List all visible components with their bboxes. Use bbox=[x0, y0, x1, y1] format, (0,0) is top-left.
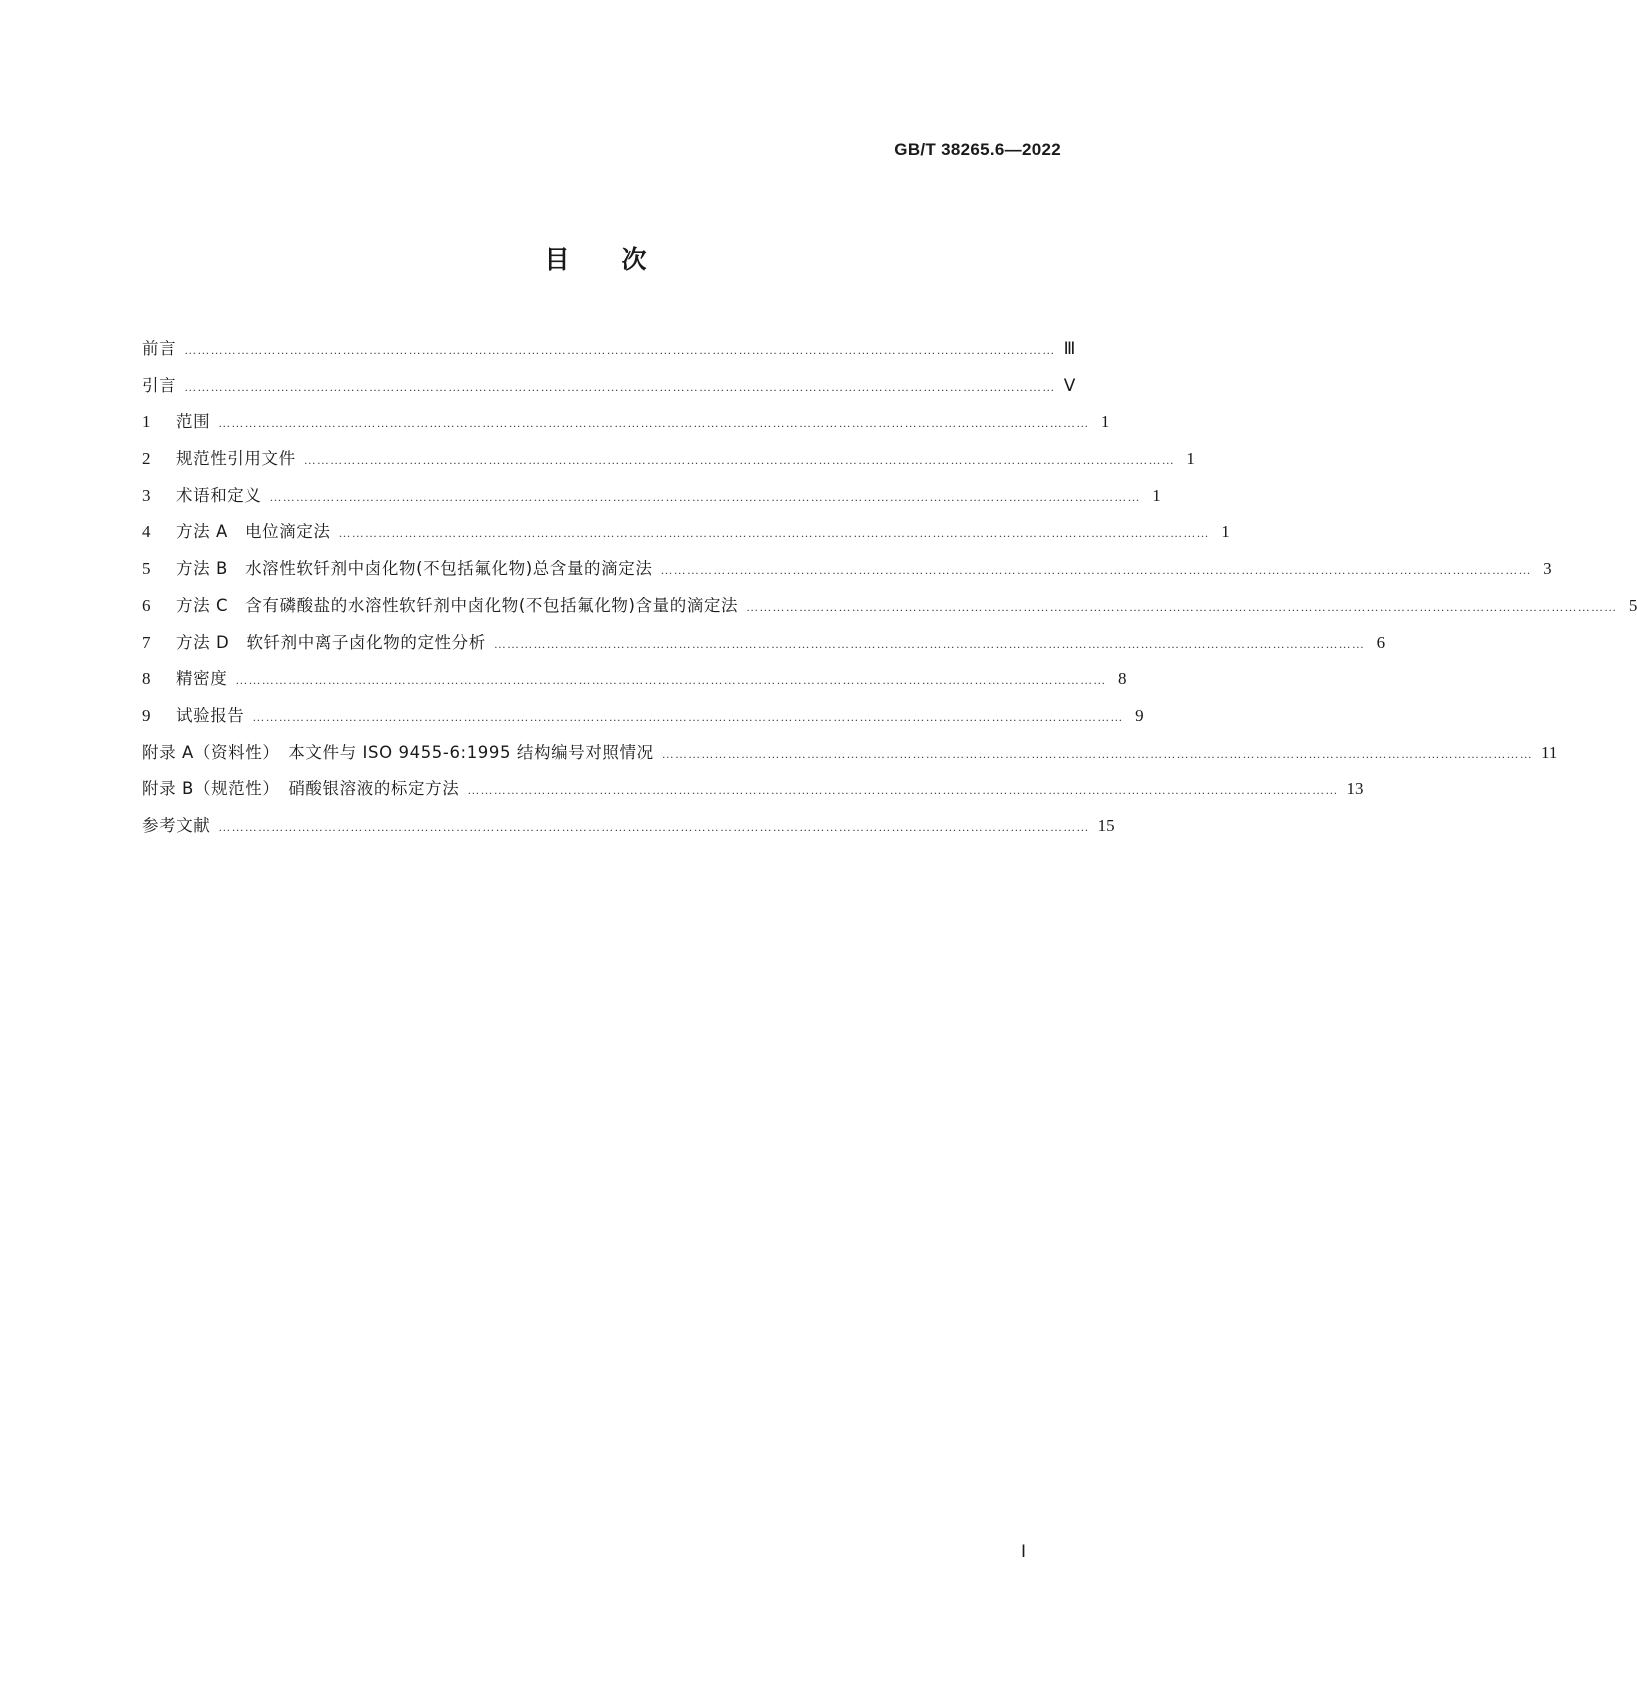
standard-number: GB/T 38265.6—2022 bbox=[894, 140, 1061, 159]
toc-entry-page: 8 bbox=[1118, 669, 1127, 689]
toc-entry-annex-a[interactable] bbox=[142, 741, 1558, 778]
toc-leader-dots: ……………………………………………………………………………………………………………………………………………………………………………… bbox=[661, 746, 1533, 761]
toc-leader-dots: ……………………………………………………………………………………………………………………………………………………………………………… bbox=[338, 526, 1210, 541]
toc-entry-label: 附录 B（规范性） 硝酸银溶液的标定方法 bbox=[142, 779, 460, 799]
toc-entry-number: 3 bbox=[142, 485, 151, 505]
toc-entry-normative-references[interactable] bbox=[142, 447, 1195, 484]
toc-entry-page: Ⅴ bbox=[1063, 375, 1076, 395]
toc-entry-label: 方法 D 软钎剂中离子卤化物的定性分析 bbox=[176, 632, 486, 652]
page-title: 目次 bbox=[544, 245, 699, 274]
toc-entry-label: 方法 C 含有磷酸盐的水溶性软钎剂中卤化物(不包括氟化物)含量的滴定法 bbox=[176, 595, 739, 615]
toc-entry-method-d[interactable] bbox=[142, 631, 1386, 668]
toc-leader-dots: ……………………………………………………………………………………………………………………………………………………………………………… bbox=[269, 489, 1141, 504]
page-number: Ⅰ bbox=[1021, 1542, 1027, 1561]
toc-entry-page: 5 bbox=[1628, 595, 1637, 615]
toc-entry-label: 方法 B 水溶性软钎剂中卤化物(不包括氟化物)总含量的滴定法 bbox=[176, 559, 653, 579]
toc-entry-number: 9 bbox=[142, 705, 151, 725]
toc-entry-page: 1 bbox=[1186, 449, 1195, 469]
toc-entry-page: 11 bbox=[1540, 742, 1558, 762]
toc-entry-label: 引言 bbox=[142, 375, 177, 395]
toc-entry-introduction[interactable] bbox=[142, 374, 1076, 411]
toc-entry-page: 6 bbox=[1376, 632, 1386, 652]
toc-leader-dots: ……………………………………………………………………………………………………………………………………………………………………………… bbox=[493, 636, 1366, 651]
toc-entry-label: 规范性引用文件 bbox=[176, 449, 296, 469]
toc-leader-dots: ……………………………………………………………………………………………………………………………………………………………………………… bbox=[184, 379, 1056, 394]
toc-leader-dots: ……………………………………………………………………………………………………………………………………………………………………………… bbox=[467, 783, 1339, 798]
toc-entry-bibliography[interactable] bbox=[142, 814, 1115, 851]
toc-leader-dots: ……………………………………………………………………………………………………………………………………………………………………………… bbox=[303, 453, 1175, 468]
toc-entry-number: 1 bbox=[142, 412, 151, 432]
toc-entry-label: 前言 bbox=[142, 339, 177, 358]
toc-leader-dots: ……………………………………………………………………………………………………………………………………………………………………………… bbox=[218, 416, 1090, 431]
toc-entry-page: 1 bbox=[1100, 412, 1110, 432]
toc-leader-dots: ……………………………………………………………………………………………………………………………………………………………………………… bbox=[184, 343, 1056, 357]
toc-entry-test-report[interactable] bbox=[142, 704, 1144, 741]
toc-entry-label: 附录 A（资料性） 本文件与 ISO 9455-6:1995 结构编号对照情况 bbox=[142, 742, 654, 762]
toc-entry-number: 5 bbox=[142, 559, 151, 579]
toc-entry-label: 精密度 bbox=[176, 669, 228, 689]
toc-leader-dots: ……………………………………………………………………………………………………………………………………………………………………………… bbox=[252, 709, 1124, 724]
toc-entry-page: 15 bbox=[1097, 815, 1115, 835]
toc-entry-page: 9 bbox=[1135, 705, 1144, 725]
table-of-contents bbox=[142, 337, 1637, 851]
toc-entry-page: 1 bbox=[1221, 522, 1230, 542]
toc-entry-page: 13 bbox=[1346, 779, 1364, 799]
toc-entry-annex-b[interactable] bbox=[142, 777, 1364, 814]
toc-entry-page: Ⅲ bbox=[1063, 339, 1076, 358]
toc-entry-number: 4 bbox=[142, 522, 151, 542]
toc-entry-foreword[interactable] bbox=[142, 337, 1076, 374]
toc-entry-label: 试验报告 bbox=[176, 705, 245, 725]
toc-entry-label: 方法 A 电位滴定法 bbox=[176, 522, 331, 542]
toc-entry-scope[interactable] bbox=[142, 410, 1110, 447]
toc-leader-dots: ……………………………………………………………………………………………………………………………………………………………………………… bbox=[218, 819, 1090, 834]
toc-leader-dots: ……………………………………………………………………………………………………………………………………………………………………………… bbox=[746, 599, 1618, 614]
toc-entry-number: 6 bbox=[142, 595, 151, 615]
toc-entry-label: 范围 bbox=[176, 412, 211, 432]
toc-entry-label: 术语和定义 bbox=[176, 485, 262, 505]
toc-entry-terms-definitions[interactable] bbox=[142, 484, 1161, 521]
toc-entry-method-c[interactable] bbox=[142, 594, 1637, 631]
toc-leader-dots: ……………………………………………………………………………………………………………………………………………………………………………… bbox=[235, 673, 1107, 688]
toc-entry-number: 2 bbox=[142, 449, 151, 469]
toc-entry-page: 3 bbox=[1543, 559, 1552, 579]
toc-entry-number: 8 bbox=[142, 669, 151, 689]
toc-entry-method-b[interactable] bbox=[142, 557, 1552, 594]
toc-entry-label: 参考文献 bbox=[142, 815, 211, 835]
toc-entry-page: 1 bbox=[1152, 485, 1161, 505]
toc-entry-number: 7 bbox=[142, 632, 151, 652]
toc-leader-dots: ……………………………………………………………………………………………………………………………………………………………………………… bbox=[660, 563, 1532, 578]
toc-entry-method-a[interactable] bbox=[142, 520, 1230, 557]
toc-entry-precision[interactable] bbox=[142, 667, 1127, 704]
